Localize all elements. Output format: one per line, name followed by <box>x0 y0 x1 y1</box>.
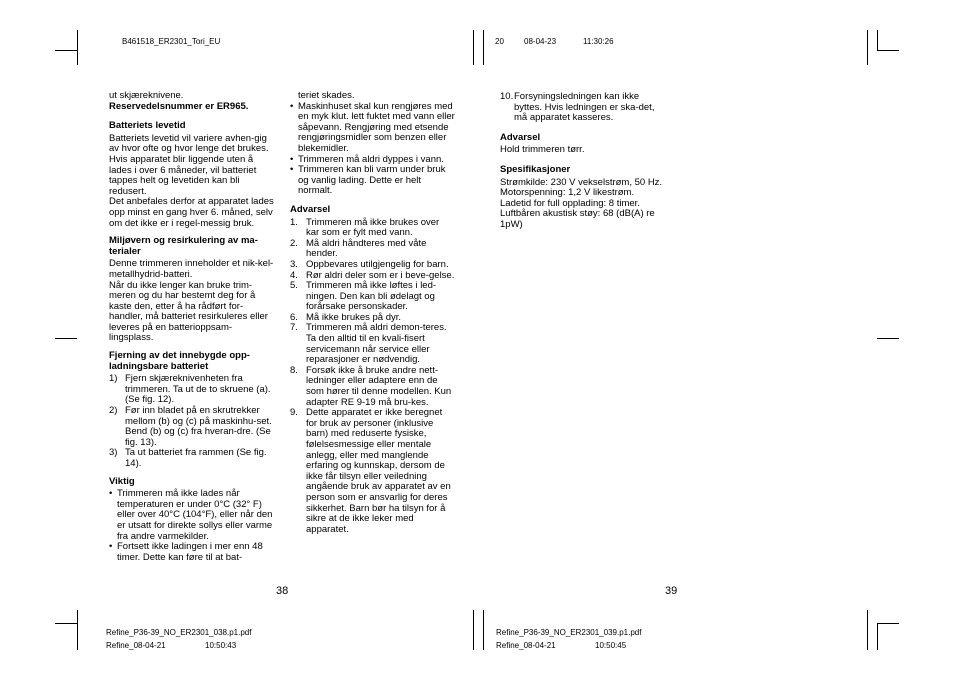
list-item <box>109 542 274 563</box>
paragraph: Denne trimmeren inneholder et nik-kel-metallhydrid-batteri. <box>109 258 274 280</box>
paragraph: Når du ikke lenger kan bruke trim-meren og du har bestemt deg for å kaste den, etter å ha rådført for-handler, må batteriet resirkuleres eller leveres på en batterioppsam-lingsplass. <box>109 279 268 344</box>
list-number: 1. <box>290 216 298 228</box>
list-item-text: Dette apparatet er ikke beregnet for bruk av personer (inklusive barn) med reduserte fysiske, følelsesmessige eller mentale anlegg, eller med manglende erfaring og kunnskap, dersom de ikke får tilsyn eller veiledning angående bruk av apparatet av en person som er ansvarlig for deres sikkerhet. Barn bør ha tilsyn for å sikre at de ikke leker med apparatet. <box>306 407 451 535</box>
list-number: 8. <box>290 364 298 376</box>
spare-part-number: Reservedelsnummer er ER965. <box>109 100 249 112</box>
list-item-text: Trimmeren må ikke lades når temperaturen er under 0°C (32° F) eller over 40°C (104°F), eller når den er utsatt for direkte sollys eller varme fra andre varmekilder. <box>117 488 273 542</box>
crop-mark <box>877 623 899 624</box>
section-heading-battery-removal: Fjerning av det innebygde opp-ladningsbare batteriet <box>109 350 250 372</box>
footer-left-date: Refine_08-04-21 <box>106 641 166 650</box>
header-date: 08-04-23 <box>524 37 557 46</box>
list-item <box>290 323 455 365</box>
list-item <box>109 374 274 406</box>
warning-list-continued <box>500 92 665 124</box>
list-item <box>290 102 455 155</box>
section-heading-warning: Advarsel <box>500 131 541 143</box>
spec-line: Ladetid for full opplading: 8 timer. <box>500 197 640 209</box>
list-number: 2) <box>109 405 118 417</box>
list-item <box>109 406 274 448</box>
warning-list <box>290 218 455 536</box>
section-heading-important: Viktig <box>109 475 135 487</box>
list-item-text: Trimmeren må aldri dyppes i vann. <box>298 153 444 165</box>
crop-mark <box>77 610 78 650</box>
list-item <box>290 218 455 239</box>
list-item-text: Oppbevares utilgjengelig for barn. <box>306 258 449 270</box>
list-item <box>290 239 455 260</box>
crop-mark <box>473 30 474 65</box>
crop-mark <box>55 338 77 339</box>
list-number: 3. <box>290 258 298 270</box>
list-item <box>109 489 274 542</box>
crop-mark <box>877 338 899 339</box>
section-heading-battery: Batteriets levetid <box>109 120 186 132</box>
list-number: 10. <box>500 91 514 102</box>
list-item-text: Fjern skjæreknivenheten fra trimmeren. Ta ut de to skruene (a). (Se fig. 12). <box>125 373 271 406</box>
list-item-text: Trimmeren må aldri demon-teres. Ta den alltid til en kvali-fisert servicemann når service eller reparasjoner er nødvendig. <box>306 322 447 366</box>
list-item-text: Fortsett ikke ladingen i mer enn 48 timer. Dette kan føre til at bat- <box>117 541 263 563</box>
paragraph: Batteriets levetid vil variere avhen-gig av hvor ofte og hvor lenge det brukes. Hvis apparatet blir liggende uten å lades i over 6 måneder, vil batteriet tappes helt og levetiden kan bli redusert. <box>109 132 269 197</box>
crop-mark <box>473 610 474 650</box>
crop-mark <box>55 623 77 624</box>
list-number: 9. <box>290 407 298 419</box>
intro-text: ut skjæreknivene. <box>109 90 184 101</box>
list-item-text: Rør aldri deler som er i beve-gelse. <box>306 269 455 281</box>
continued-text: teriet skades. <box>298 90 355 101</box>
header-page-code: 20 <box>495 37 504 46</box>
list-number: 3) <box>109 447 118 459</box>
spec-line: Motorspenning: 1,2 V likestrøm. <box>500 187 635 199</box>
section-heading-warning: Advarsel <box>290 203 331 215</box>
footer-right-date: Refine_08-04-21 <box>496 641 556 650</box>
list-item-text: Forsyningsledningen kan ikke byttes. Hvis ledningen er ska-det, må apparatet kasseres. <box>514 91 655 124</box>
page-number-right: 39 <box>665 585 678 597</box>
list-number: 2. <box>290 237 298 249</box>
list-item <box>290 366 455 408</box>
footer-left-time: 10:50:43 <box>205 641 237 650</box>
list-item-text: Før inn bladet på en skrutrekker mellom (b) og (c) på maskinhu-set. Bend (b) og (c) fra hveran-dre. (Se fig. 13). <box>125 405 272 448</box>
crop-mark <box>877 30 878 50</box>
bullet: • <box>290 100 294 112</box>
list-number: 7. <box>290 322 298 334</box>
header-file-name: B461518_ER2301_Tori_EU <box>122 37 221 46</box>
list-number: 6. <box>290 311 298 323</box>
list-item-text: Forsøk ikke å bruke andre nett-ledninger eller adaptere enn de som hører til denne modellen. Kun adapter RE 9-19 må bru-kes. <box>306 364 452 408</box>
footer-right-file: Refine_P36-39_NO_ER2301_039.p1.pdf <box>496 628 642 637</box>
list-item-text: Trimmeren kan bli varm under bruk og vanlig lading. Dette er helt normalt. <box>298 164 446 197</box>
list-item-text: Trimmeren må ikke løftes i led-ningen. Den kan bli ødelagt og forårsake personskader. <box>306 280 437 313</box>
crop-mark <box>867 610 868 650</box>
crop-mark <box>483 610 484 650</box>
list-item-text: Ta ut batteriet fra rammen (Se fig. 14). <box>125 447 267 469</box>
important-list <box>109 489 274 563</box>
bullet: • <box>290 164 294 176</box>
crop-mark <box>77 30 78 65</box>
footer-right-time: 10:50:45 <box>595 641 627 650</box>
crop-mark <box>877 623 878 650</box>
list-item <box>290 408 455 535</box>
list-item <box>290 281 455 313</box>
paragraph: Hold trimmeren tørr. <box>500 144 585 156</box>
bullet: • <box>109 488 113 500</box>
footer-left-file: Refine_P36-39_NO_ER2301_038.p1.pdf <box>106 628 252 637</box>
column-1 <box>109 91 274 563</box>
section-heading-specifications: Spesifikasjoner <box>500 163 571 175</box>
list-number: 4. <box>290 269 298 281</box>
list-number: 1) <box>109 373 118 385</box>
section-heading-environment: Miljøvern og resirkulering av ma-terialer <box>109 235 258 257</box>
crop-mark <box>483 30 484 65</box>
page-number-left: 38 <box>276 585 289 597</box>
care-list <box>290 102 455 197</box>
list-number: 5. <box>290 280 298 292</box>
column-2 <box>290 91 455 535</box>
list-item <box>500 92 665 124</box>
spec-line: Strømkilde: 230 V vekselstrøm, 50 Hz. <box>500 176 663 188</box>
list-item-text: Trimmeren må ikke brukes over kar som er fylt med vann. <box>306 216 440 239</box>
spec-line: Luftbåren akustisk støy: 68 (dB(A) re 1pW) <box>500 208 655 230</box>
crop-mark <box>55 50 77 51</box>
bullet: • <box>290 153 294 165</box>
list-item <box>109 448 274 469</box>
list-item-text: Må aldri håndteres med våte hender. <box>306 237 427 260</box>
paragraph: Det anbefales derfor at apparatet lades opp minst en gang hver 6. måned, selv om det ikke er i regel-messig bruk. <box>109 196 274 229</box>
list-item-text: Maskinhuset skal kun rengjøres med en myk klut. lett fuktet med vann eller såpevann. Rengjøring med etsende rengjøringsmidler som benzen eller blekemidler. <box>298 100 455 154</box>
list-item-text: Må ikke brukes på dyr. <box>306 311 402 323</box>
list-item <box>290 165 455 197</box>
crop-mark <box>867 30 868 65</box>
column-3 <box>500 92 665 231</box>
removal-steps <box>109 374 274 469</box>
crop-mark <box>877 50 899 51</box>
header-time: 11:30:26 <box>583 37 614 46</box>
bullet: • <box>109 541 113 553</box>
